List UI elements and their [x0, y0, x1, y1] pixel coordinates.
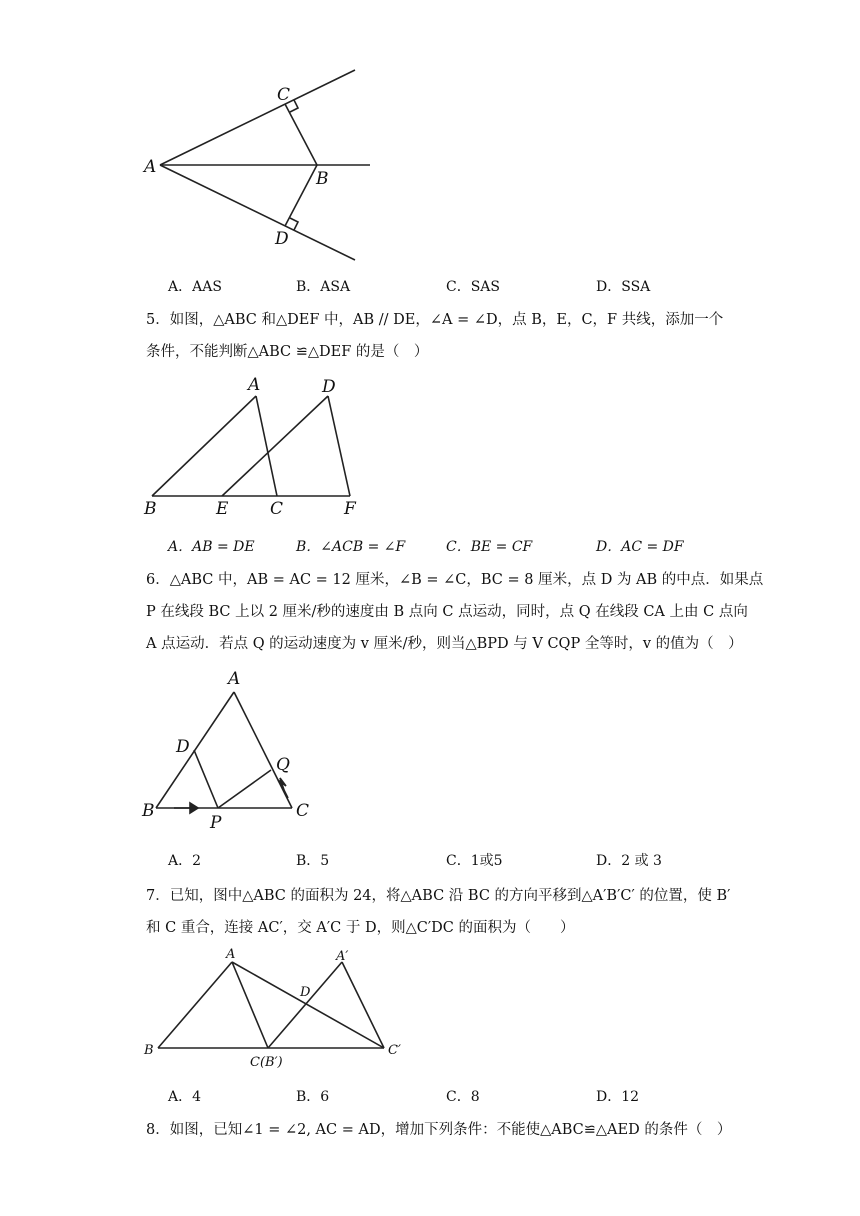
side-df	[328, 396, 350, 496]
side-de	[222, 396, 328, 496]
side-ab	[152, 396, 256, 496]
question-7	[146, 880, 731, 944]
label-d: D	[275, 229, 289, 249]
label-c: C	[270, 499, 284, 519]
label-d: D	[322, 377, 336, 397]
q6-text-line-3: A 点运动．若点 Q 的运动速度为 v 厘米/秒，则当△BPD 与 V CQP 全等时，v 的值为（ ）	[146, 636, 743, 652]
label-b: B	[142, 801, 155, 821]
figure-q6-triangle	[138, 666, 338, 832]
ray-ac	[160, 70, 355, 165]
q4-option-a[interactable]: A．AAS	[168, 279, 222, 295]
label-e: E	[216, 499, 229, 519]
label-q: Q	[276, 755, 290, 775]
q6-option-a[interactable]: A．2	[168, 853, 202, 869]
q5-option-d[interactable]: D．AC = DF	[596, 539, 684, 555]
q7-option-a[interactable]: A．4	[168, 1089, 202, 1105]
q4-option-c[interactable]: C．SAS	[446, 279, 501, 295]
q5-text-line-2: 条件，不能判断△ABC ≌△DEF 的是（ ）	[146, 344, 429, 360]
q6-option-c[interactable]: C．1或5	[446, 853, 503, 869]
q5-option-a[interactable]: A．AB = DE	[168, 539, 255, 555]
q6-text-line-2: P 在线段 BC 上以 2 厘米/秒的速度由 B 点向 C 点运动，同时，点 Q 在线段 CA 上由 C 点向	[146, 604, 748, 620]
q7-option-c[interactable]: C．8	[446, 1089, 480, 1105]
segment-dp	[194, 750, 218, 808]
label-c-prime: C′	[388, 1043, 401, 1058]
label-b: B	[316, 169, 329, 189]
label-c: C	[296, 801, 310, 821]
q5-text-line-1: 5．如图，△ABC 和△DEF 中，AB // DE，∠A = ∠D，点 B，E，C，F 共线，添加一个	[146, 312, 724, 328]
figure-angle-bisector	[130, 60, 390, 270]
figure-q7-translation	[140, 946, 410, 1076]
q7-text-line-2: 和 C 重合，连接 AC′，交 A′C 于 D，则△C′DC 的面积为（ ）	[146, 920, 575, 936]
q7-option-d[interactable]: D．12	[596, 1089, 640, 1105]
q4-options	[0, 276, 860, 298]
q6-text-line-1: 6．△ABC 中，AB = AC = 12 厘米，∠B = ∠C，BC = 8 厘米，点 D 为 AB 的中点．如果点	[146, 572, 764, 588]
label-a: A	[226, 947, 236, 962]
label-f: F	[344, 499, 356, 519]
segment-cb	[285, 104, 317, 165]
side-a2c2	[342, 962, 384, 1048]
arrowhead-bc	[190, 803, 198, 813]
label-b: B	[144, 499, 157, 519]
segment-pq	[218, 770, 271, 808]
side-ab	[158, 962, 232, 1048]
label-c: C	[277, 85, 291, 105]
label-b: B	[144, 1043, 154, 1058]
label-d: D	[300, 985, 311, 1000]
q4-option-b[interactable]: B．ASA	[296, 279, 351, 295]
question-6	[146, 564, 764, 660]
q6-option-b[interactable]: B．5	[296, 853, 330, 869]
q7-text-line-1: 7．已知，图中△ABC 的面积为 24，将△ABC 沿 BC 的方向平移到△A′B′C′ 的位置，使 B′	[146, 888, 731, 904]
label-a-prime: A′	[336, 949, 349, 964]
label-a: A	[144, 157, 157, 177]
label-c-b-prime: C(B′)	[250, 1055, 283, 1070]
q8-text-line-1: 8．如图，已知∠1 = ∠2, AC = AD，增加下列条件：不能使△ABC≌△AED 的条件（ ）	[146, 1122, 732, 1138]
label-a: A	[248, 375, 261, 395]
q5-option-b[interactable]: B．∠ACB = ∠F	[296, 539, 406, 555]
question-5	[146, 304, 726, 368]
segment-db	[285, 165, 317, 226]
q6-option-d[interactable]: D．2 或 3	[596, 853, 662, 869]
q7-options	[0, 1086, 860, 1108]
q5-options	[0, 536, 860, 558]
side-ab	[156, 692, 234, 808]
q6-options	[0, 850, 860, 872]
question-8	[146, 1114, 732, 1146]
label-a: A	[228, 669, 241, 689]
label-d: D	[176, 737, 190, 757]
q7-option-b[interactable]: B．6	[296, 1089, 330, 1105]
q4-option-d[interactable]: D．SSA	[596, 279, 651, 295]
q5-option-c[interactable]: C．BE = CF	[446, 539, 533, 555]
side-ac	[232, 962, 268, 1048]
side-a2c	[268, 962, 342, 1048]
label-p: P	[210, 813, 222, 833]
line-ac2	[232, 962, 384, 1048]
figure-q5-triangles	[140, 370, 380, 520]
